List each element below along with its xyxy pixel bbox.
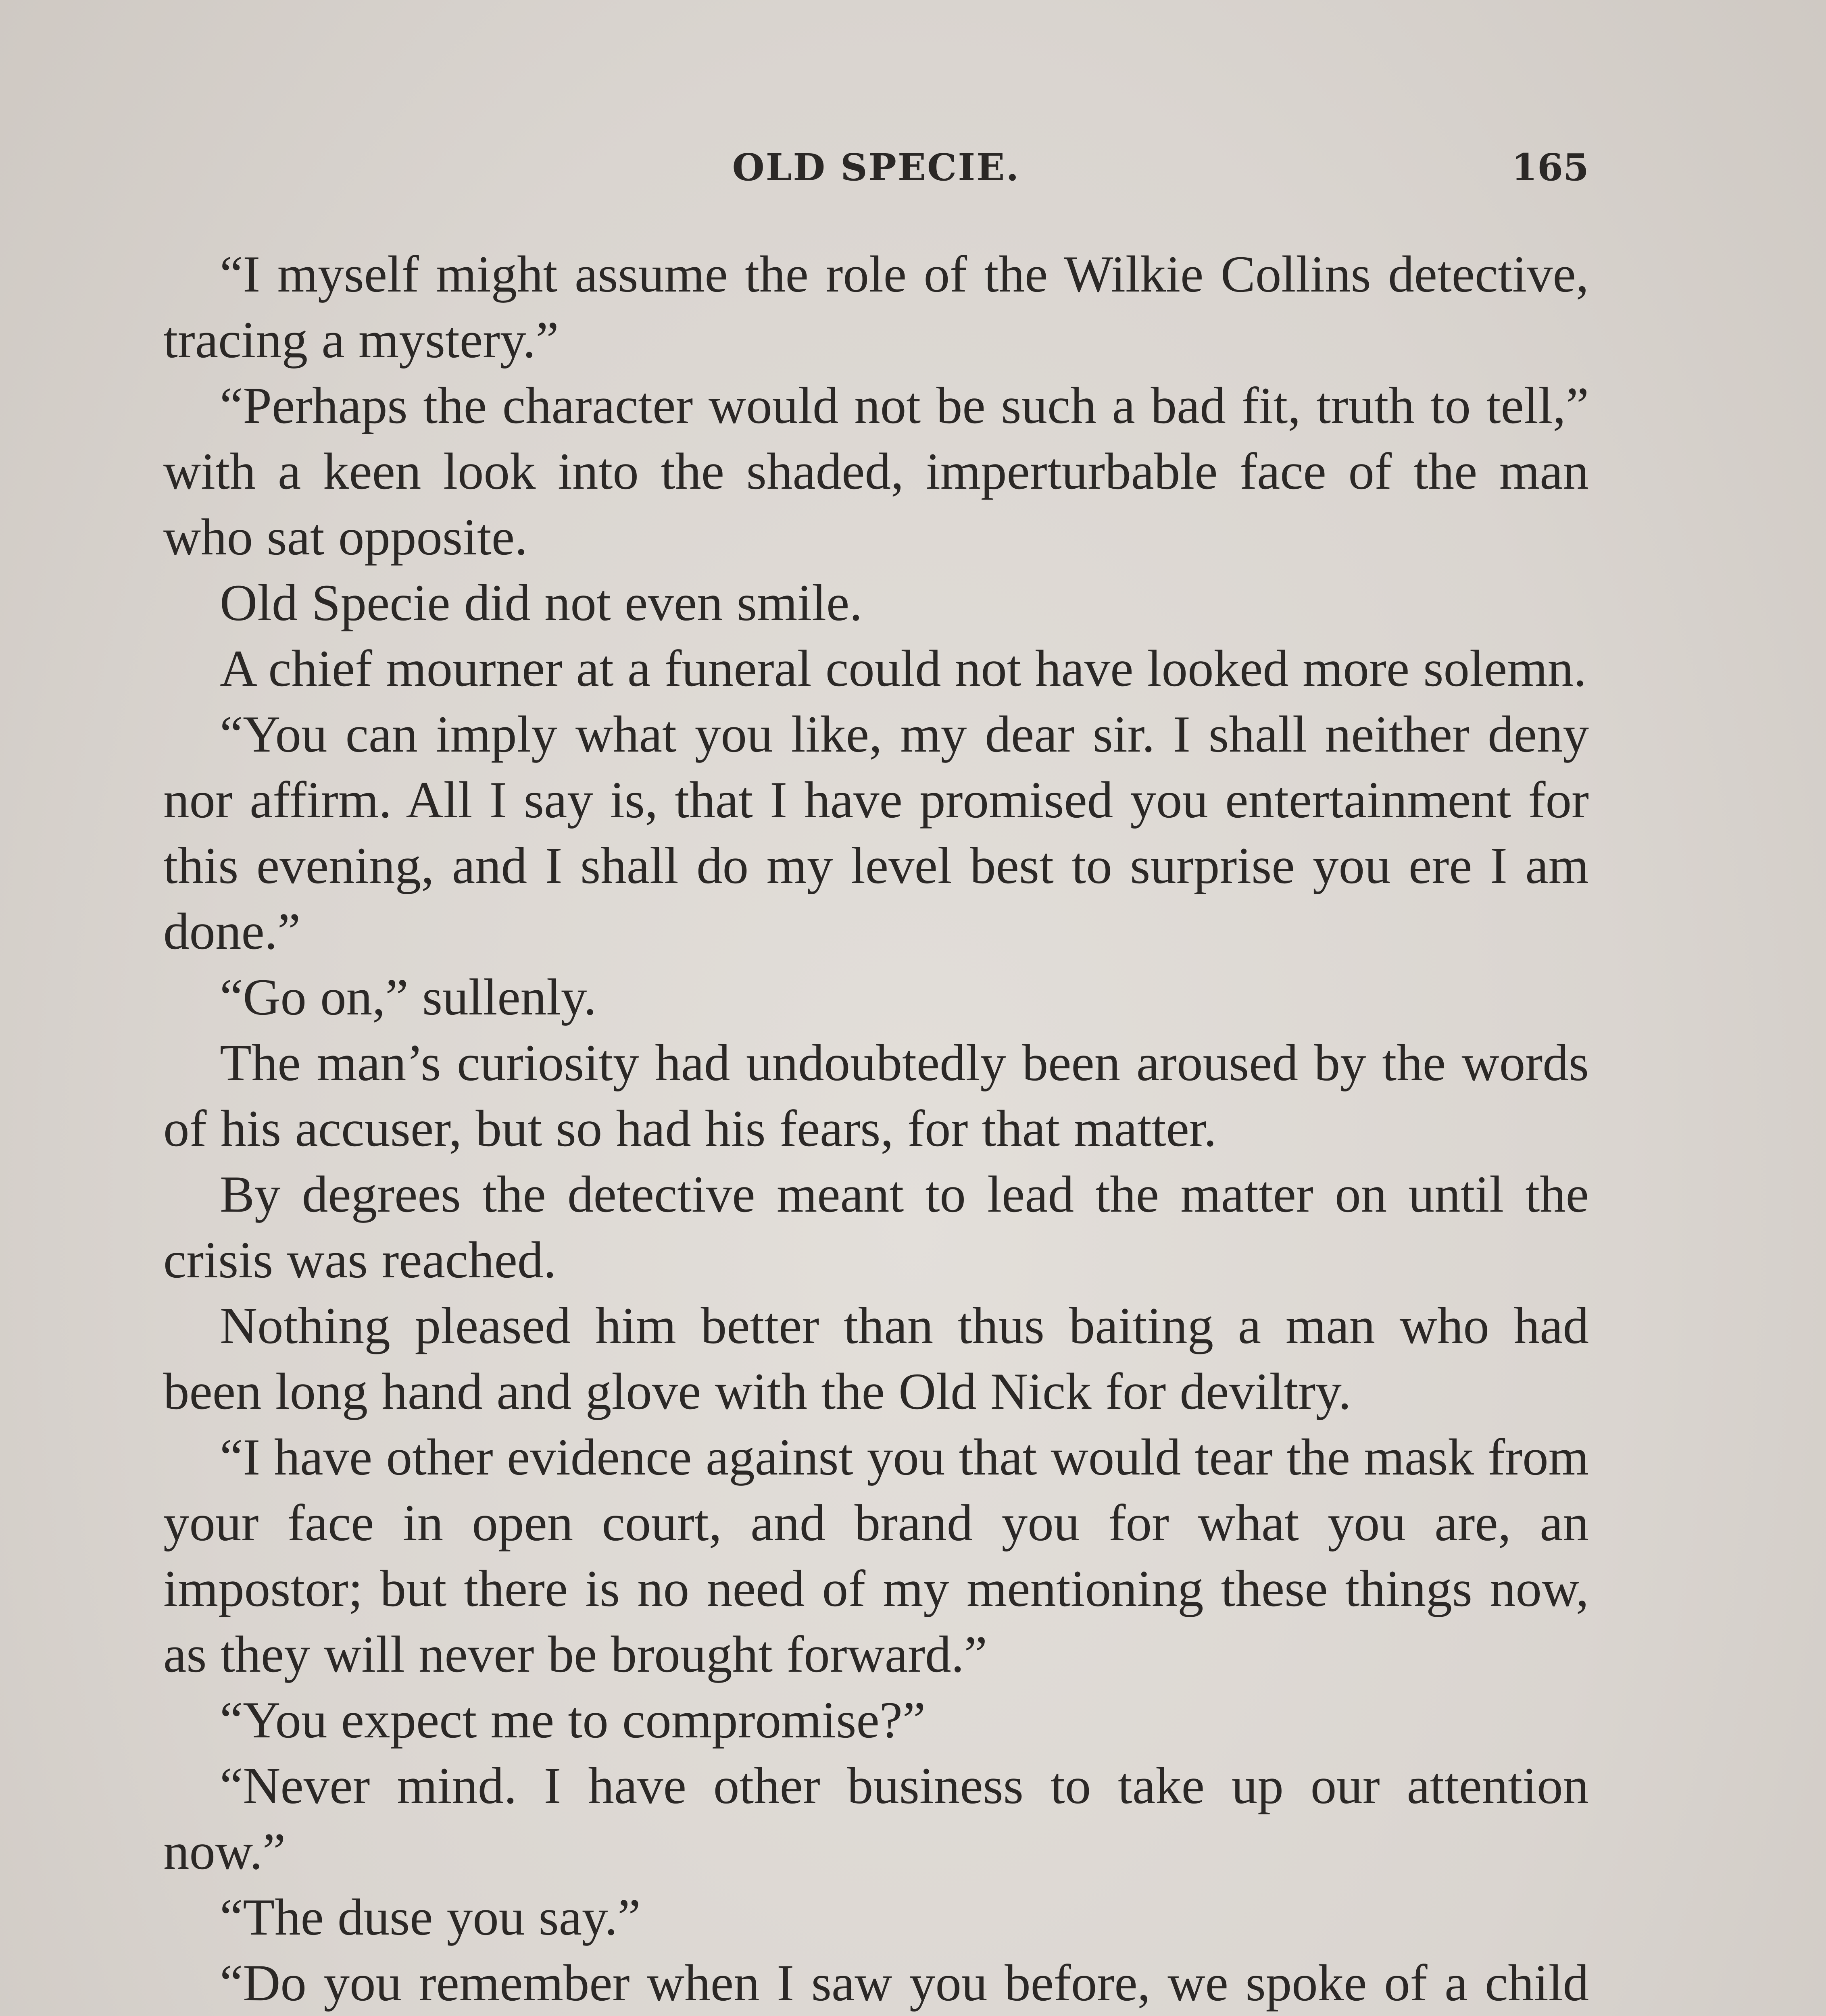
paragraph: “You can imply what you like, my dear sir. I shall neither deny nor affirm. All I say is, that I have promised you entertainment for this evening, and I shall do my level best to surprise you ere I am done.” xyxy=(163,705,1589,960)
paragraph: A chief mourner at a funeral could not have looked more solemn. xyxy=(220,639,1587,697)
paragraph: By degrees the detective meant to lead the matter on until the crisis was reached. xyxy=(163,1165,1589,1289)
paragraph: “I have other evidence against you that would tear the mask from your face in open court, and brand you for what you are, an impostor; but there is no need of my mentioning these things now, as they will never be brought forward.” xyxy=(163,1428,1589,1683)
paragraph: “Do you remember when I saw you before, we spoke of a child xyxy=(220,1954,1589,2012)
paragraph: “The duse you say.” xyxy=(220,1888,641,1946)
paragraph: “Perhaps the character would not be such a bad fit, truth to tell,” with a keen look into the shaded, imperturbable face of the man who sat opposite. xyxy=(163,377,1589,566)
paragraph: “You expect me to compromise?” xyxy=(220,1691,926,1749)
paragraph: “Never mind. I have other business to take up our attention now.” xyxy=(163,1757,1589,1880)
paragraph: Nothing pleased him better than thus baiting a man who had been long hand and glove with the Old Nick for deviltry. xyxy=(163,1297,1589,1420)
paragraph: “Go on,” sullenly. xyxy=(220,968,597,1026)
page-number: 165 xyxy=(1511,146,1589,189)
paragraph: “I myself might assume the role of the Wilkie Collins detective, tracing a mystery.” xyxy=(163,245,1589,369)
body-text xyxy=(163,241,1589,2016)
running-title: OLD SPECIE. xyxy=(732,146,1020,189)
paragraph: Old Specie did not even smile. xyxy=(220,574,863,631)
running-head xyxy=(163,137,1589,198)
paragraph: The man’s curiosity had undoubtedly been aroused by the words of his accuser, but so had his fears, for that matter. xyxy=(163,1034,1589,1157)
